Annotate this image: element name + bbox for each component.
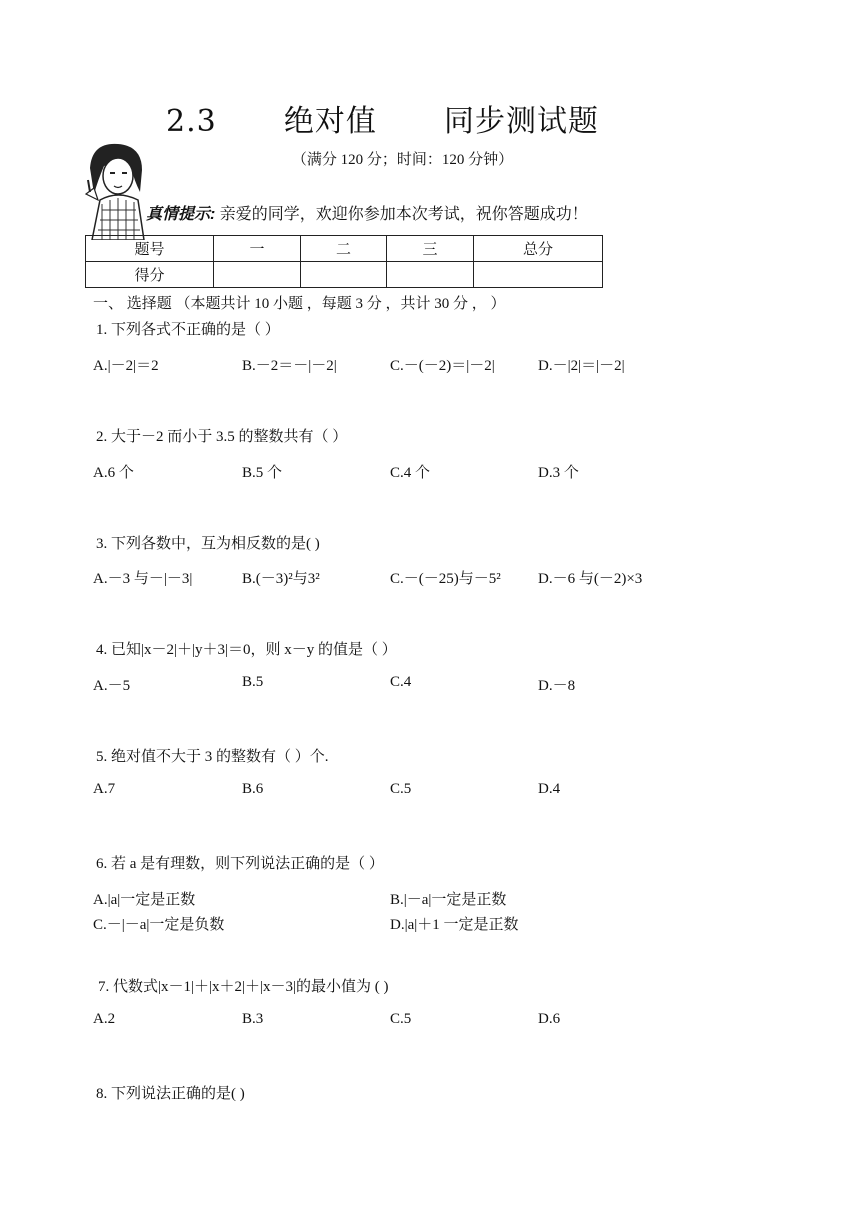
title-kind: 同步测试题 [443,104,599,139]
option: B.3 [242,1011,264,1027]
option: C.5 [390,1011,412,1027]
option: C.4 [390,674,412,690]
option: D.－6 与(－2)×3 [538,571,643,587]
option: C.－(－2)＝|－2| [390,358,495,374]
question-stem: 5. 绝对值不大于 3 的整数有（ ）个. [96,749,329,765]
score-table-header [86,236,603,262]
option: A.|a|一定是正数 [93,892,196,908]
question-stem: 7. 代数式|x－1|＋|x＋2|＋|x－3|的最小值为 ( ) [98,979,389,995]
score-table [85,235,603,288]
option: C.－|－a|一定是负数 [93,917,225,933]
question-stem: 2. 大于－2 而小于 3.5 的整数共有（ ） [96,429,348,445]
option: D.|a|＋1 一定是正数 [390,917,519,933]
option: A.6 个 [93,465,134,481]
score-cell[interactable] [214,262,301,288]
title-topic: 绝对值 [283,104,377,139]
score-cell[interactable] [474,262,603,288]
student-illustration [82,140,152,240]
score-cell[interactable] [387,262,474,288]
header-cell: 三 [387,236,474,262]
option: A.－5 [93,678,131,694]
tip-label: 真情提示: [146,206,216,223]
option: B.(－3)²与3² [242,571,320,587]
option: D.6 [538,1011,561,1027]
option: A.2 [93,1011,116,1027]
header-cell: 二 [301,236,387,262]
header-cell: 题号 [86,236,214,262]
subtitle: （满分 120 分；时间：120 分钟） [291,152,514,168]
header-cell: 一 [214,236,301,262]
option: C.－(－25)与－5² [390,571,501,587]
option: B.6 [242,781,264,797]
question-stem: 8. 下列说法正确的是( ) [96,1086,245,1102]
option: B.|－a|一定是正数 [390,892,507,908]
section-heading: 一、 选择题 （本题共计 10 小题 ，每题 3 分 ，共计 30 分 ， ） [93,296,506,312]
option: A.|－2|＝2 [93,358,159,374]
score-cell[interactable] [301,262,387,288]
option: A.7 [93,781,116,797]
option: C.5 [390,781,412,797]
question-stem: 1. 下列各式不正确的是（ ） [96,322,280,338]
tip [146,201,588,224]
page-title [0,96,765,140]
header-cell: 总分 [474,236,603,262]
tip-text: 亲爱的同学，欢迎你参加本次考试，祝你答题成功！ [219,206,588,223]
option: D.－|2|＝|－2| [538,358,625,374]
option: C.4 个 [390,465,431,481]
score-table-row [86,262,603,288]
option: D.4 [538,781,561,797]
question-stem: 6. 若 a 是有理数，则下列说法正确的是（ ） [96,856,384,872]
option: B.5 [242,674,264,690]
option: A.－3 与－|－3| [93,571,193,587]
title-number: 2.3 [166,104,217,139]
option: D.3 个 [538,465,579,481]
question-stem: 4. 已知|x－2|＋|y＋3|＝0，则 x－y 的值是（ ） [96,642,397,658]
row-label: 得分 [86,262,214,288]
option: B.5 个 [242,465,283,481]
option: D.－8 [538,678,576,694]
option: B.－2＝－|－2| [242,358,337,374]
question-stem: 3. 下列各数中，互为相反数的是( ) [96,536,320,552]
